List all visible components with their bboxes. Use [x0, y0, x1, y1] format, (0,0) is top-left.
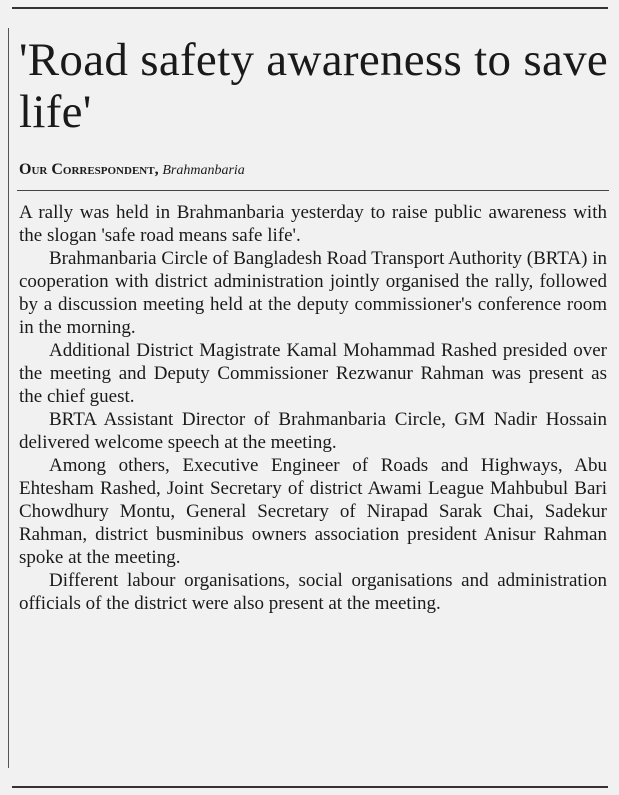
byline [19, 161, 245, 180]
paragraph: BRTA Assistant Director of Brahmanbaria Circle, GM Nadir Hossain delivered welcome speech at the meeting. [19, 409, 607, 453]
paragraph: Different labour organisations, social organisations and administration officials of the district were also present at the meeting. [19, 570, 607, 614]
article-body [19, 201, 607, 615]
top-rule [12, 7, 608, 9]
paragraph: Brahmanbaria Circle of Bangladesh Road Transport Authority (BRTA) in cooperation with district administration jointly organised the rally, followed by a discussion meeting held at the deputy commissioner's conference room in the morning. [19, 248, 607, 338]
bottom-rule [12, 786, 608, 788]
headline: 'Road safety awareness to save life' [19, 34, 609, 138]
byline-location: Brahmanbaria [162, 163, 245, 178]
byline-correspondent: Our Correspondent, [19, 161, 159, 178]
paragraph: Additional District Magistrate Kamal Mohammad Rashed presided over the meeting and Deputy Commissioner Rezwanur Rahman was present as the chief guest. [19, 340, 607, 407]
byline-divider [17, 190, 609, 191]
paragraph: A rally was held in Brahmanbaria yesterday to raise public awareness with the slogan 'safe road means safe life'. [19, 202, 607, 246]
paragraph: Among others, Executive Engineer of Roads and Highways, Abu Ehtesham Rashed, Joint Secretary of district Awami League Mahbubul Bari Chowdhury Montu, General Secretary of Nirapad Sarak Chai, Sadekur Rahman, district busminibus owners association president Anisur Rahman spoke at the meeting. [19, 455, 607, 568]
column-rule [8, 28, 9, 768]
